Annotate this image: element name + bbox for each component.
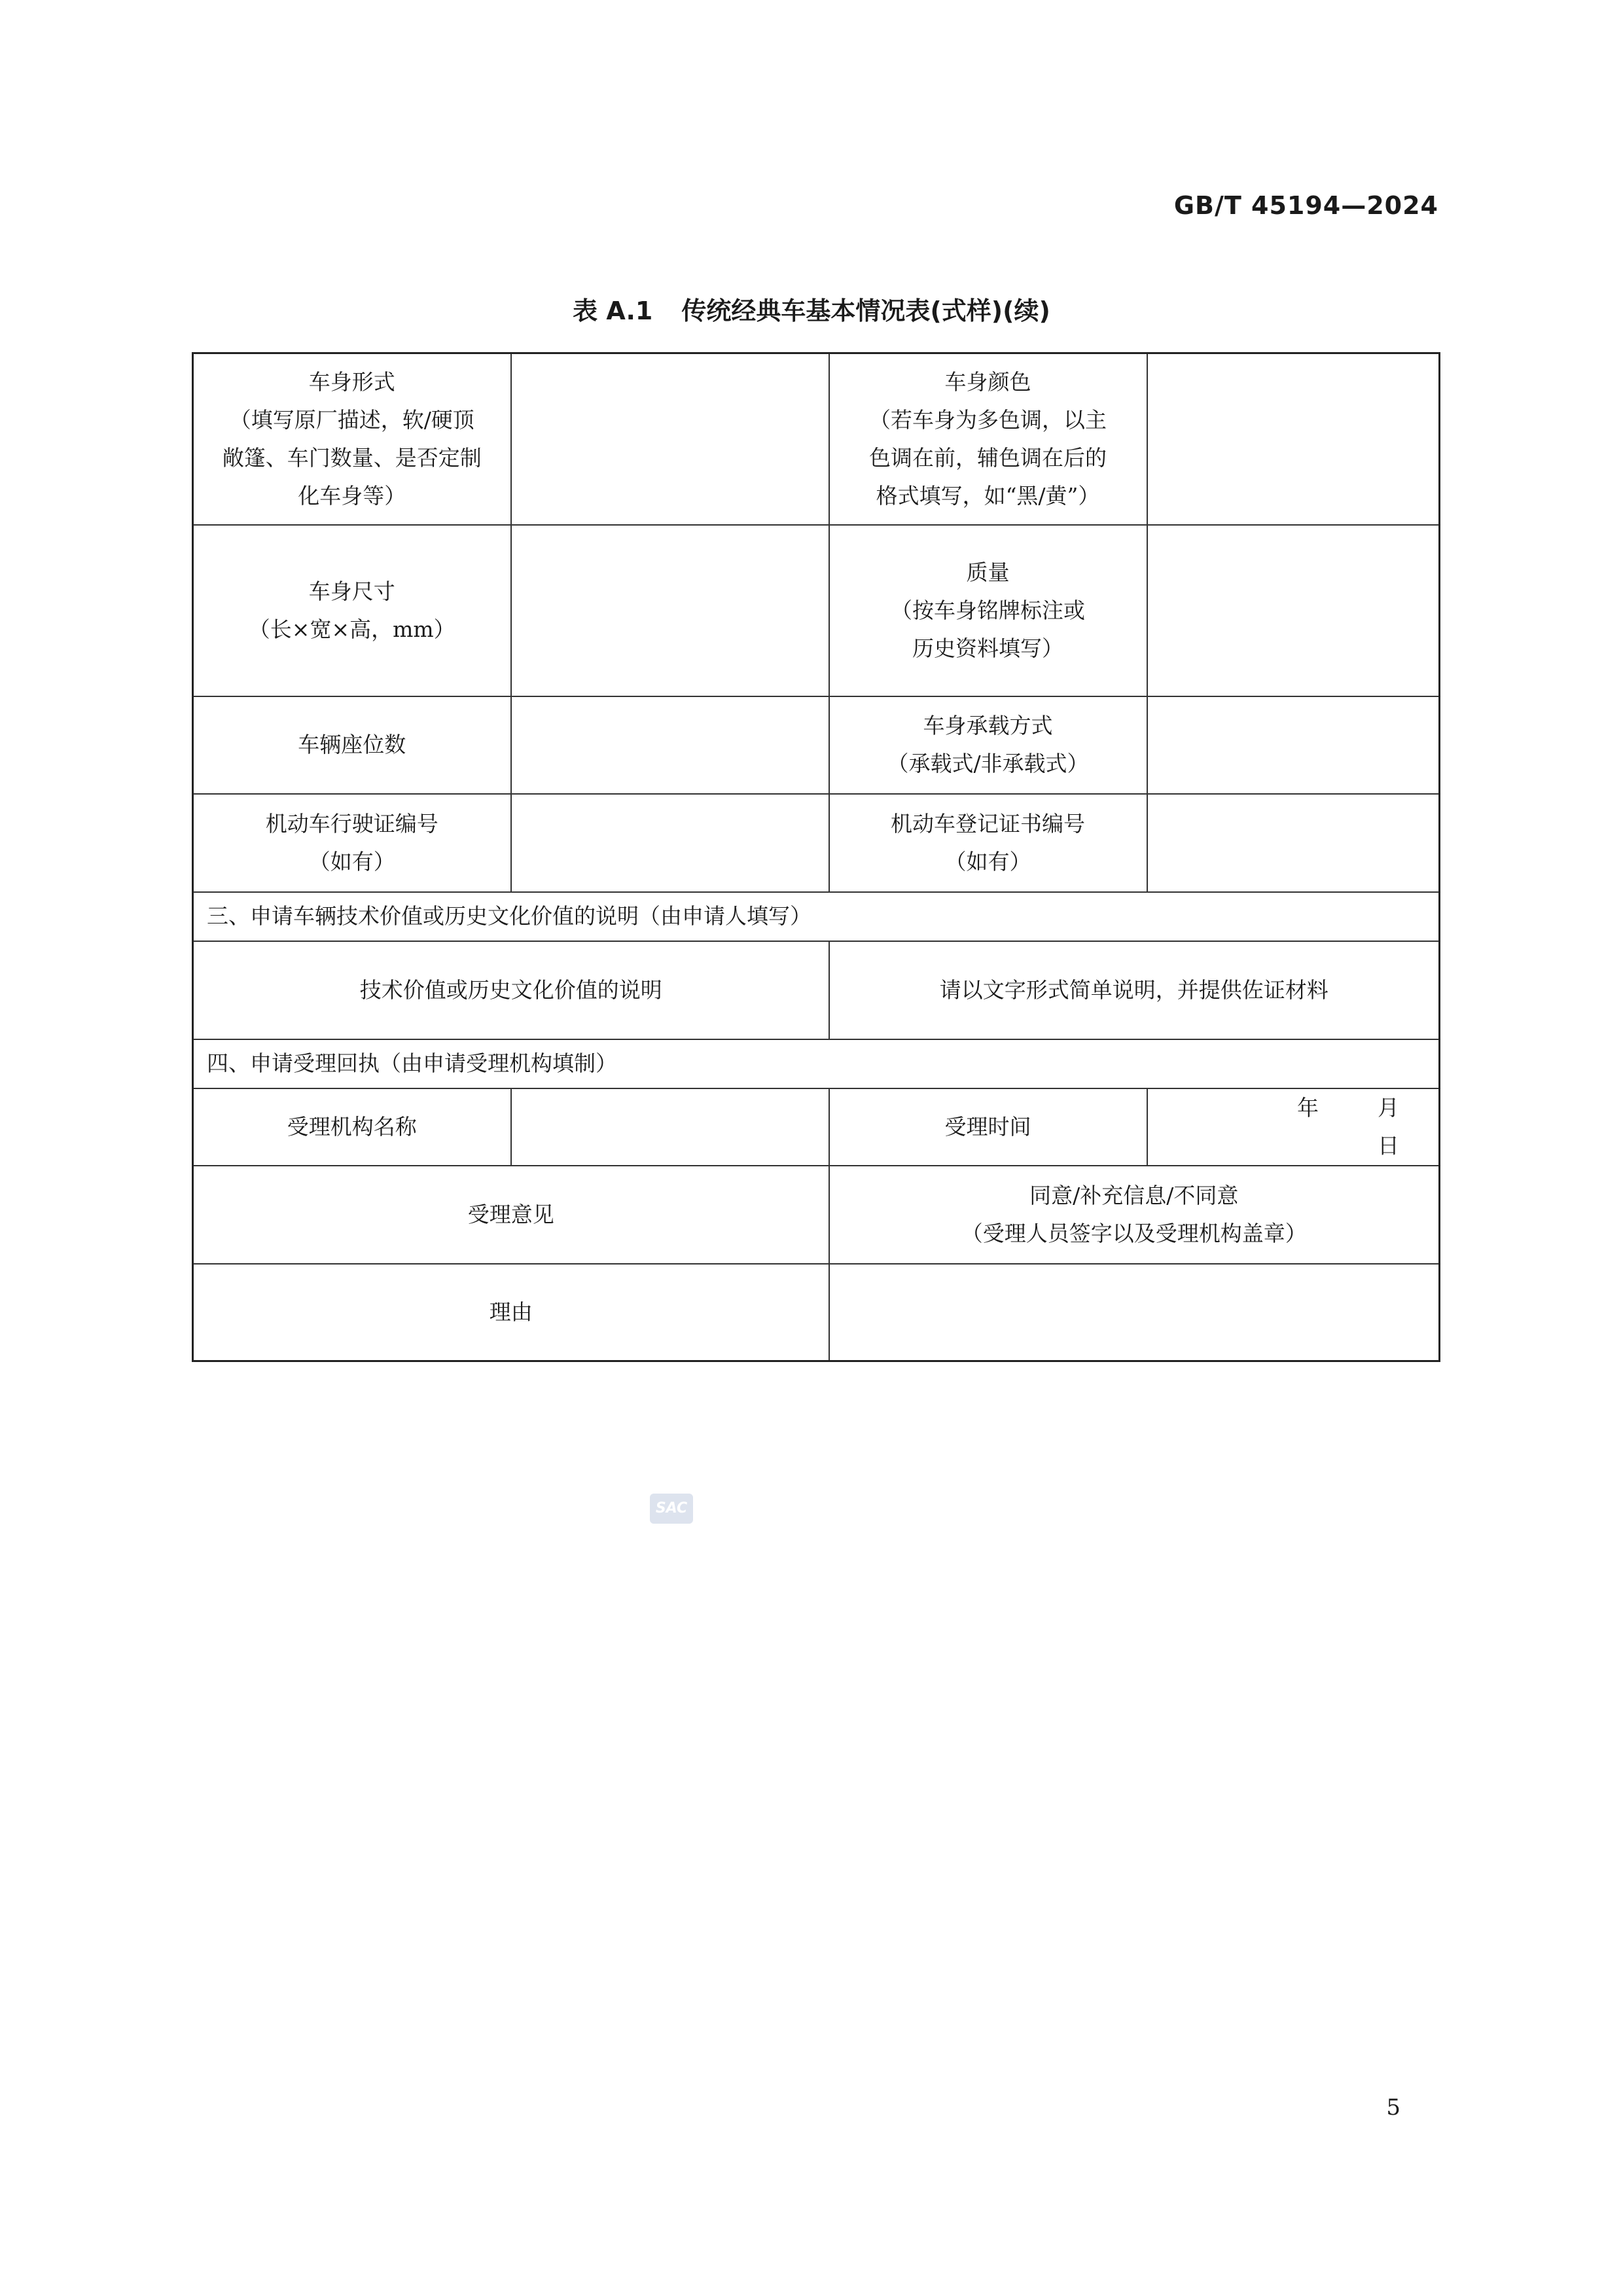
classic-car-info-table — [192, 352, 1440, 1362]
reason-label: 理由 — [193, 1264, 829, 1361]
body-form-label: 车身形式 （填写原厂描述，软/硬顶 敞篷、车门数量、是否定制 化车身等） — [193, 353, 511, 525]
seats-label: 车辆座位数 — [193, 696, 511, 794]
section4-heading: 四、申请受理回执（由申请受理机构填制） — [193, 1039, 1440, 1088]
table-row — [193, 794, 1440, 892]
table-title — [0, 291, 1623, 327]
table-row — [193, 1088, 1440, 1166]
mass-value[interactable] — [1147, 525, 1440, 696]
sac-watermark-logo: SAC — [650, 1494, 693, 1524]
date-year: 年 — [1297, 1094, 1319, 1121]
agency-name-value[interactable] — [511, 1088, 829, 1166]
accept-date-field[interactable] — [1147, 1088, 1440, 1166]
table-row — [193, 892, 1440, 941]
table-name: 传统经典车基本情况表(式样)(续) — [681, 296, 1050, 325]
reason-field[interactable] — [829, 1264, 1440, 1361]
body-color-label: 车身颜色 （若车身为多色调，以主 色调在前，辅色调在后的 格式填写，如“黑/黄”） — [829, 353, 1147, 525]
body-support-label: 车身承载方式 （承载式/非承载式） — [829, 696, 1147, 794]
table-row — [193, 696, 1440, 794]
body-size-label: 车身尺寸 （长×宽×高，mm） — [193, 525, 511, 696]
body-form-value[interactable] — [511, 353, 829, 525]
accept-time-label: 受理时间 — [829, 1088, 1147, 1166]
registration-no-label: 机动车登记证书编号 （如有） — [829, 794, 1147, 892]
value-description-label: 技术价值或历史文化价值的说明 — [193, 941, 829, 1039]
registration-no-value[interactable] — [1147, 794, 1440, 892]
agency-name-label: 受理机构名称 — [193, 1088, 511, 1166]
table-number: 表 A.1 — [573, 296, 653, 325]
opinion-label: 受理意见 — [193, 1166, 829, 1264]
section3-heading: 三、申请车辆技术价值或历史文化价值的说明（由申请人填写） — [193, 892, 1440, 941]
table-row — [193, 525, 1440, 696]
page-number: 5 — [1386, 2094, 1400, 2121]
table-row — [193, 1264, 1440, 1361]
license-no-label: 机动车行驶证编号 （如有） — [193, 794, 511, 892]
opinion-field[interactable]: 同意/补充信息/不同意 （受理人员签字以及受理机构盖章） — [829, 1166, 1440, 1264]
standard-code: GB/T 45194—2024 — [1173, 191, 1438, 220]
value-description-field[interactable]: 请以文字形式简单说明，并提供佐证材料 — [829, 941, 1440, 1039]
table-row — [193, 353, 1440, 525]
date-day: 日 — [1378, 1132, 1399, 1158]
table-row — [193, 1039, 1440, 1088]
date-month: 月 — [1378, 1094, 1399, 1121]
license-no-value[interactable] — [511, 794, 829, 892]
body-size-value[interactable] — [511, 525, 829, 696]
seats-value[interactable] — [511, 696, 829, 794]
body-support-value[interactable] — [1147, 696, 1440, 794]
table-row — [193, 1166, 1440, 1264]
body-color-value[interactable] — [1147, 353, 1440, 525]
table-row — [193, 941, 1440, 1039]
mass-label: 质量 （按车身铭牌标注或 历史资料填写） — [829, 525, 1147, 696]
